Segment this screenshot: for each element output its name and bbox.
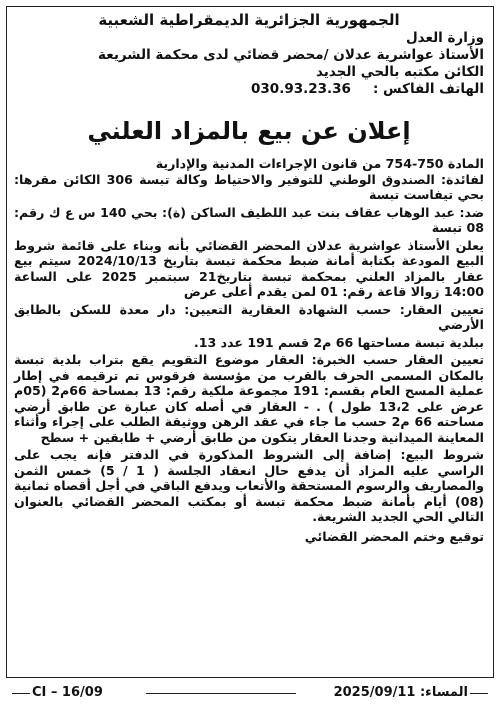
property-certificate-paragraph: تعيين العقار: حسب الشهادة العقارية التعيين: دار معدة للسكن بالطابق الأرضي xyxy=(14,301,484,332)
announcement-paragraph: يعلن الأستاذ عواشرية عدلان المحضر القضائي بأنه وبناء على قائمة شروط البيع المودعة بكتابة أمانة ضبط محكمة تبسة بتاريخ 2024/10/13 سيتم بيع عقار بالمزاد العلني بمحكمة تبسة بتاريخ21 سبتمبر 2025 على الساعة 14:00 زوالا قاعة رقم: 01 لمن يقدم أعلى عرض xyxy=(14,237,484,299)
fax-line xyxy=(14,81,484,98)
expertise-paragraph: تعيين العقار حسب الخبرة: العقار موضوع التقويم يقع بتراب بلدية تبسة بالمكان المسمى الحرف بالقرب من مؤسسة فرقوس تم ترقيمه في إطار عملية المسح العام بقسم: 191 مجموعة ملكية رقم: 13 بمساحة 66م2 (05م عرض على 13،2 طول ) . - العقار في أصله كان عبارة عن طابق أرضي مساحته 66 م2 حسب ما جاء في عقد الرهن ووثيقة الطلب على إجراء وأثناء المعاينة الميدانية وجدنا العقار يتكون من طابق أرضي + طابقين + سطح xyxy=(14,352,484,445)
notice-content xyxy=(14,10,484,544)
publication-code: CI – 16/09 xyxy=(32,685,103,700)
publication-date: المساء: 2025/09/11 xyxy=(333,685,468,700)
sale-conditions-paragraph: شروط البيع: إضافة إلى الشروط المذكورة في الدفتر فإنه يجب على الراسي عليه المزاد أن يدفع حال انعقاد الجلسة ( 1 / 5) خمس الثمن والمصاريف والرسوم المستحقة والأتعاب ويدفع الباقي في أجل أقصاه ثمانية (08) أيام بأمانة ضبط محكمة تبسة أو بمكتب المحضر القضائي بالعنوان التالي الحي الجديد الشريعة. xyxy=(14,447,484,524)
debtor-paragraph: ضد: عبد الوهاب عقاف بنت عبد اللطيف الساكن (ة): بحي 140 س ع ك رقم: 08 تبسة xyxy=(14,204,484,235)
footer xyxy=(6,684,494,702)
beneficiary-paragraph: لفائدة: الصندوق الوطني للتوفير والاحتياط وكالة تبسة 306 الكائن مقرها: بحي تيفاست تبسة xyxy=(14,171,485,202)
lawyer-line: الأستاذ عواشرية عدلان /محضر قضائي لدى محكمة الشريعة xyxy=(98,47,484,63)
signature-line: توقيع وختم المحضر القضائي xyxy=(304,528,484,544)
republic-heading: الجمهورية الجزائرية الديمقراطية الشعبية xyxy=(98,11,400,29)
footer-divider-right xyxy=(470,693,488,694)
ministry-line: وزارة العدل xyxy=(405,30,484,46)
article-reference: المادة 750-754 من قانون الإجراءات المدنية والإدارية xyxy=(155,156,484,171)
notice-title: إعلان عن بيع بالمزاد العلني xyxy=(87,117,411,145)
office-line: الكائن مكتبه بالحي الجديد xyxy=(315,64,484,80)
fax-label: الهاتف الفاكس : xyxy=(372,81,484,97)
footer-divider-middle xyxy=(146,693,296,694)
fax-number: 030.93.23.36 xyxy=(251,81,351,97)
property-area-paragraph: ببلدية تبسة مساحتها 66 م2 قسم 191 عدد 13. xyxy=(193,334,484,350)
footer-divider-left xyxy=(12,693,30,694)
